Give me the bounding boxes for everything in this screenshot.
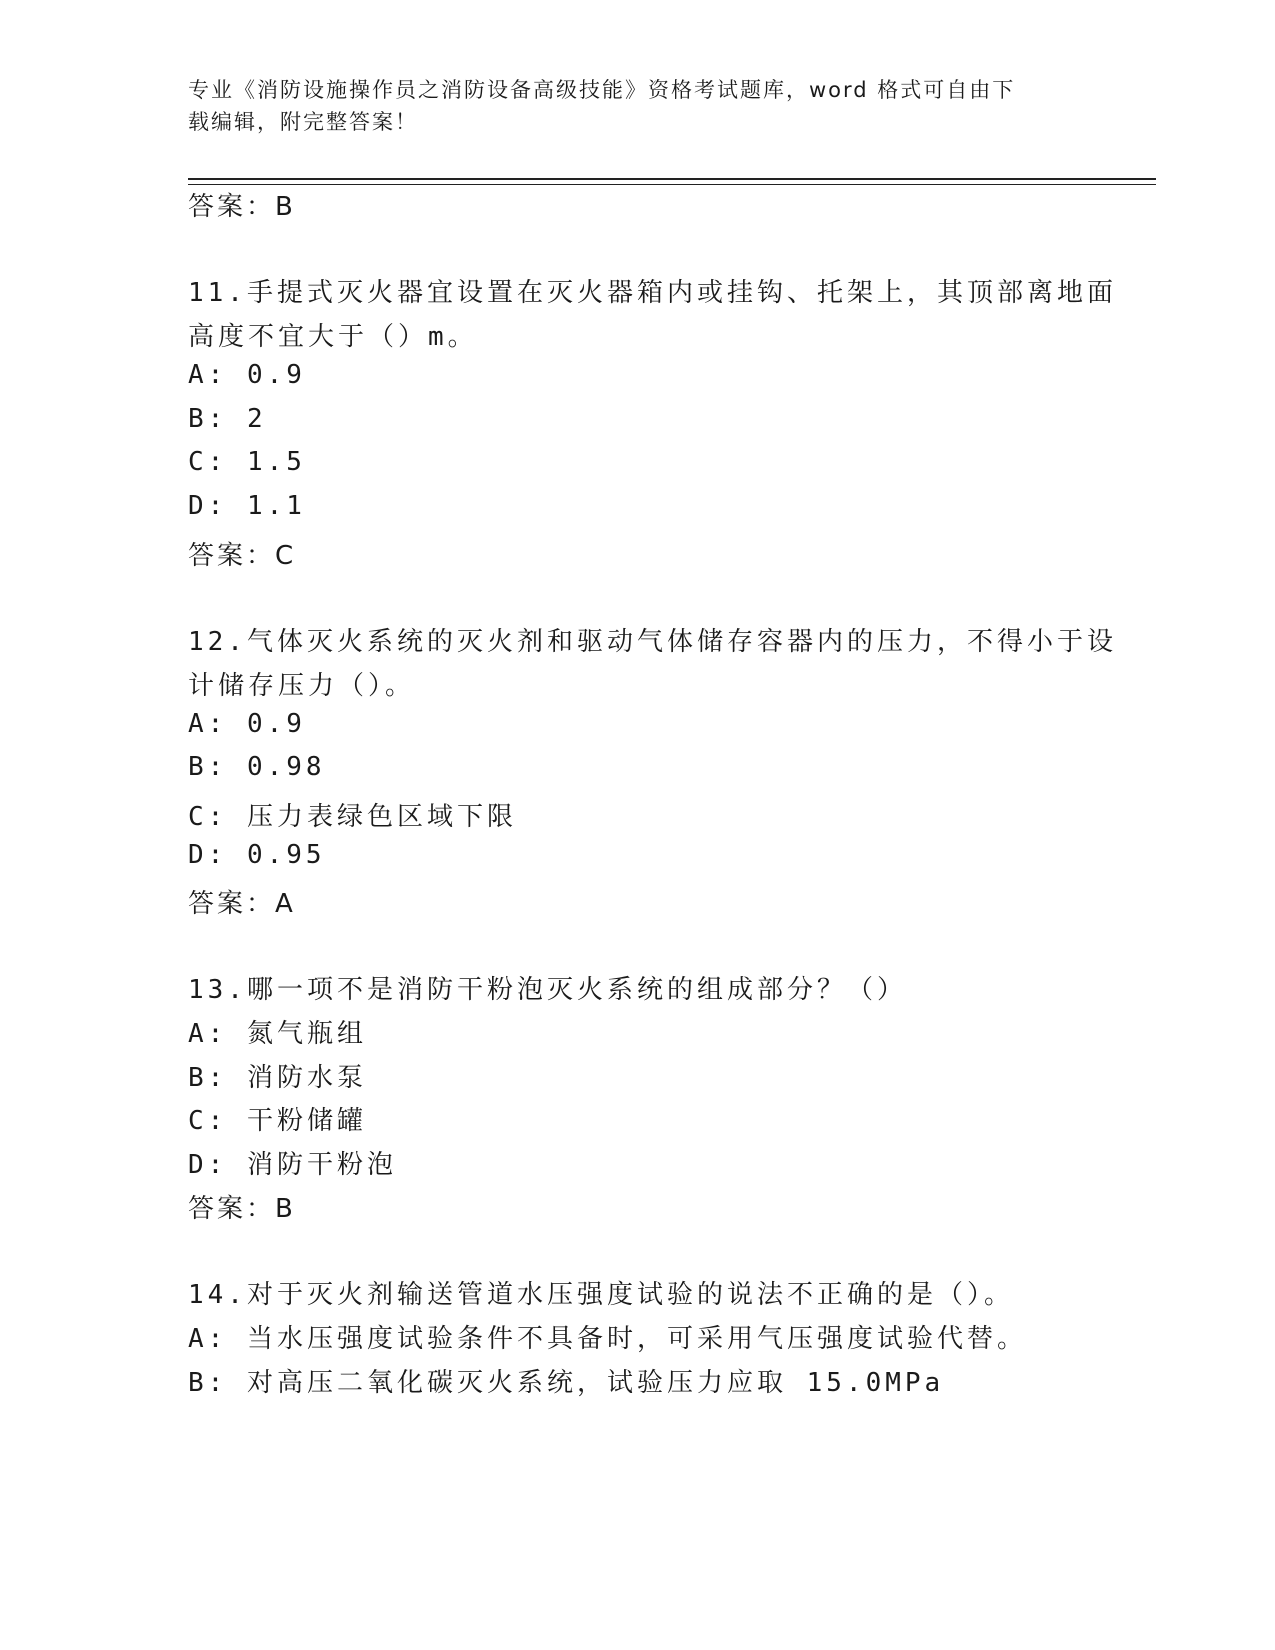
header-rule-thin <box>188 184 1156 185</box>
question-13-answer: 答案：B <box>188 1194 296 1224</box>
answer-previous: 答案：B <box>188 192 296 222</box>
question-13-stem-line-1: 13.哪一项不是消防干粉泡灭火系统的组成部分？（） <box>188 975 907 1005</box>
question-11-stem-line-1: 11.手提式灭火器宜设置在灭火器箱内或挂钩、托架上，其顶部离地面 <box>188 278 1117 308</box>
question-13-option-d: D: 消防干粉泡 <box>188 1150 397 1180</box>
question-11-option-c: C: 1.5 <box>188 447 306 477</box>
question-11-answer: 答案：C <box>188 541 297 571</box>
question-11-stem-line-2: 高度不宜大于（）m。 <box>188 322 478 352</box>
question-14-option-b: B: 对高压二氧化碳灭火系统，试验压力应取 15.0MPa <box>188 1368 945 1398</box>
header-line-1: 专业《消防设施操作员之消防设备高级技能》资格考试题库，word 格式可自由下 <box>188 78 1016 102</box>
document-header <box>188 74 1068 138</box>
question-12-stem-line-2: 计储存压力（）。 <box>188 671 416 701</box>
question-13-option-c: C: 干粉储罐 <box>188 1106 367 1136</box>
question-12-option-c: C: 压力表绿色区域下限 <box>188 802 517 832</box>
question-13-option-b: B: 消防水泵 <box>188 1063 367 1093</box>
question-12-option-a: A: 0.9 <box>188 709 306 739</box>
question-12-stem-line-1: 12.气体灭火系统的灭火剂和驱动气体储存容器内的压力，不得小于设 <box>188 627 1117 657</box>
question-14-stem-line-1: 14.对于灭火剂输送管道水压强度试验的说法不正确的是（）。 <box>188 1280 1014 1310</box>
question-11-option-d: D: 1.1 <box>188 491 306 521</box>
question-12-option-b: B: 0.98 <box>188 752 326 782</box>
header-line-2: 载编辑，附完整答案！ <box>188 110 418 134</box>
question-12-option-d: D: 0.95 <box>188 840 326 870</box>
question-12-answer: 答案：A <box>188 889 296 919</box>
question-13-option-a: A: 氮气瓶组 <box>188 1019 367 1049</box>
question-14-option-a: A: 当水压强度试验条件不具备时，可采用气压强度试验代替。 <box>188 1324 1027 1354</box>
header-rule-thick <box>188 178 1156 180</box>
question-11-option-a: A: 0.9 <box>188 360 306 390</box>
question-11-option-b: B: 2 <box>188 404 267 434</box>
